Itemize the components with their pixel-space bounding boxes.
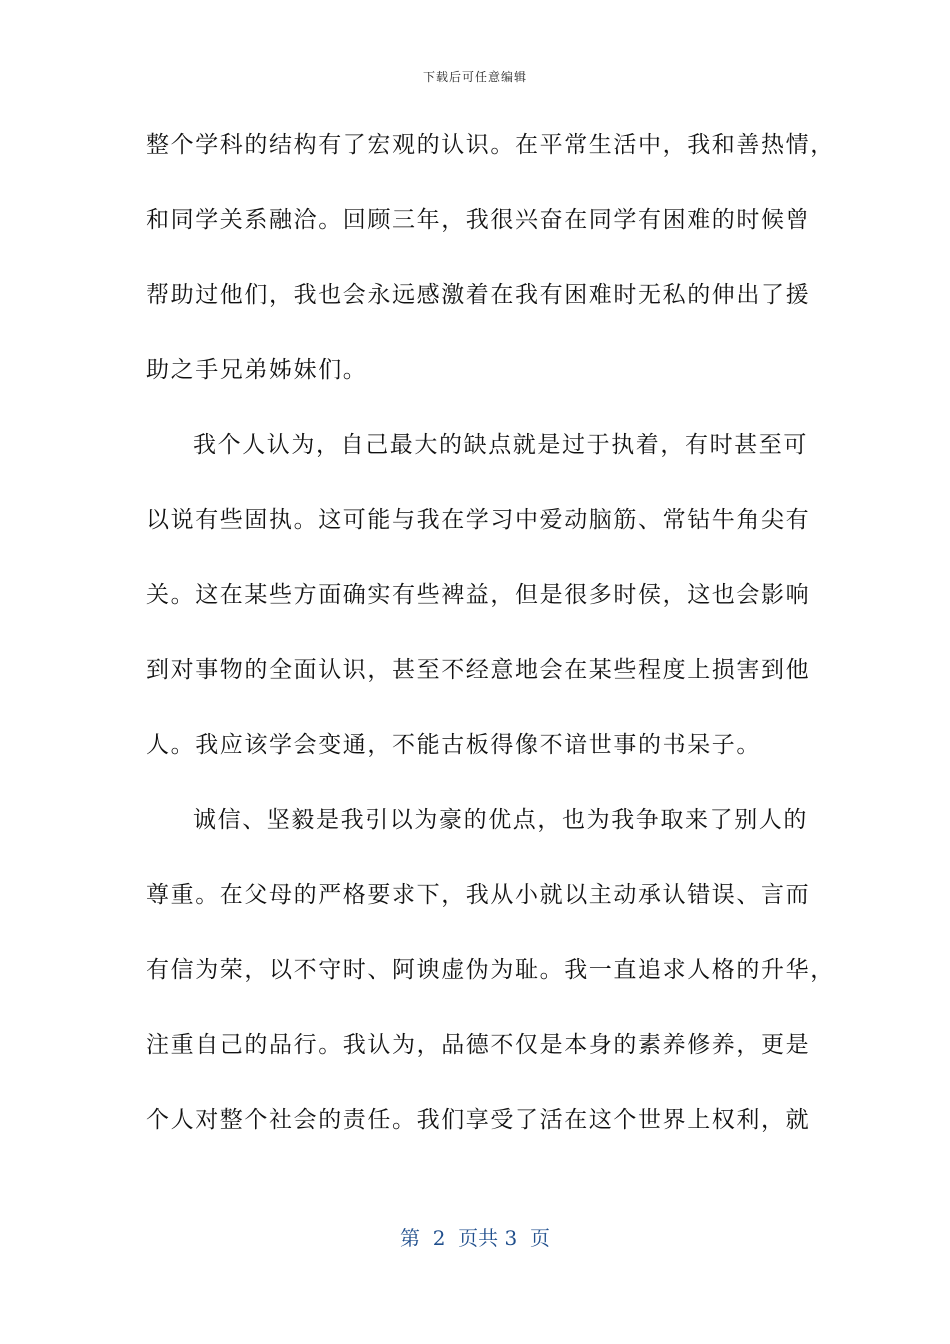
text-line: 注重自己的品行。我认为，品德不仅是本身的素养修养，更是 xyxy=(146,1032,811,1058)
paragraph-start-line: 我个人认为，自己最大的缺点就是过于执着，有时甚至可 xyxy=(193,432,808,458)
body-text xyxy=(146,122,835,1172)
header-note: 下载后可任意编辑 xyxy=(422,70,527,84)
page-number-footer: 第 2 页共 3 页 xyxy=(400,1226,550,1250)
text-line: 助之手兄弟姊妹们。 xyxy=(146,357,368,383)
text-line: 人。我应该学会变通，不能古板得像不谙世事的书呆子。 xyxy=(146,732,761,758)
text-line: 整个学科的结构有了宏观的认识。在平常生活中，我和善热情， xyxy=(146,132,835,158)
text-line: 关。这在某些方面确实有些裨益，但是很多时侯，这也会影响 xyxy=(146,582,811,608)
text-line: 个人对整个社会的责任。我们享受了活在这个世界上权利，就 xyxy=(146,1107,811,1133)
text-line: 以说有些固执。这可能与我在学习中爱动脑筋、常钻牛角尖有 xyxy=(146,507,811,533)
text-line: 帮助过他们，我也会永远感激着在我有困难时无私的伸出了援 xyxy=(146,282,811,308)
text-line: 到对事物的全面认识，甚至不经意地会在某些程度上损害到他 xyxy=(146,657,811,683)
text-line: 和同学关系融洽。回顾三年，我很兴奋在同学有困难的时候曾 xyxy=(146,207,811,233)
text-line: 有信为荣，以不守时、阿谀虚伪为耻。我一直追求人格的升华， xyxy=(146,957,835,983)
text-line: 尊重。在父母的严格要求下，我从小就以主动承认错误、言而 xyxy=(146,882,811,908)
paragraph-start-line: 诚信、坚毅是我引以为豪的优点，也为我争取来了别人的 xyxy=(193,807,808,833)
